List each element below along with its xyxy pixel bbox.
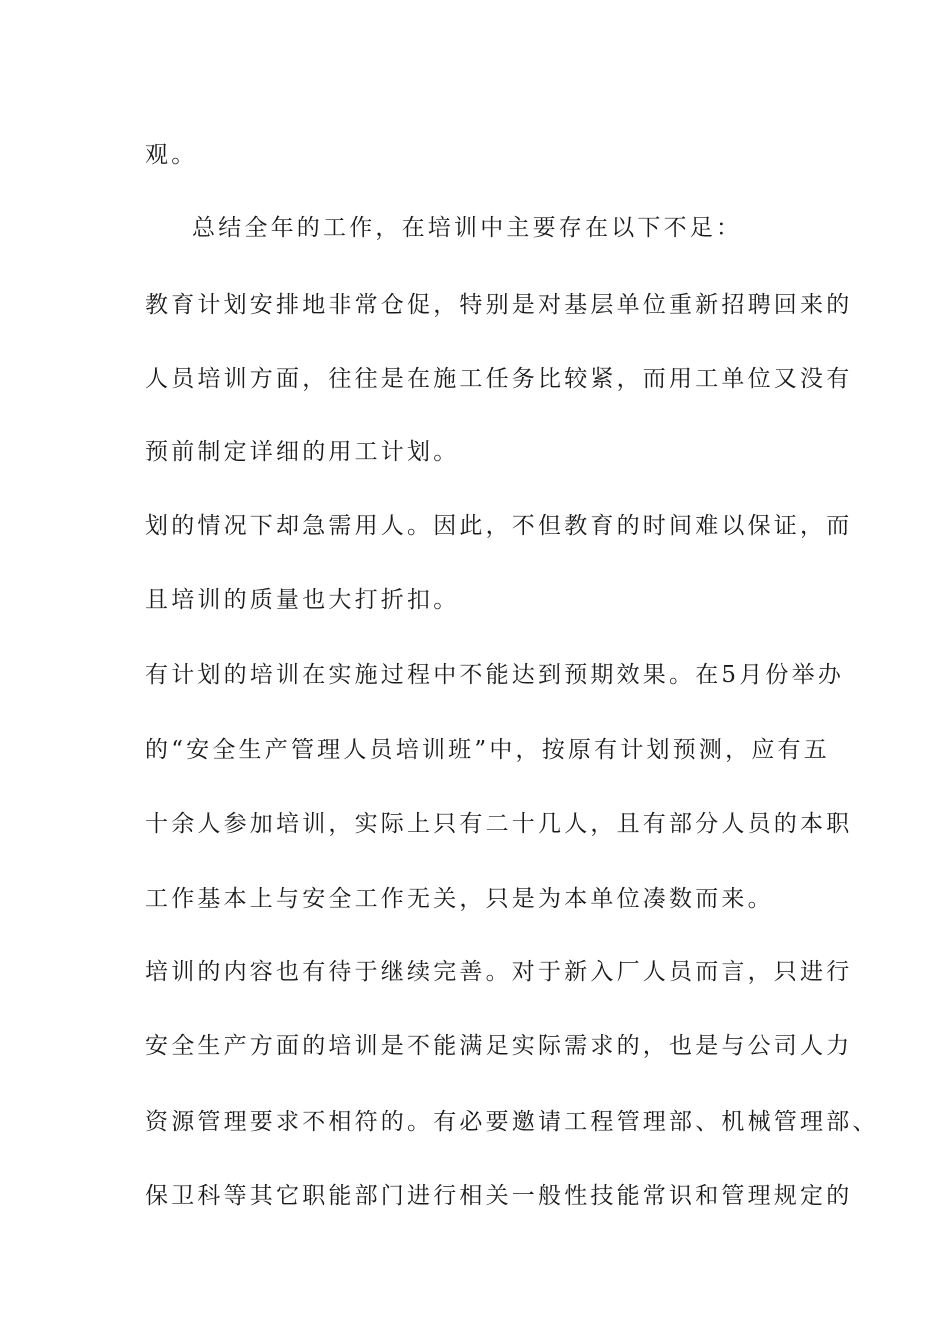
text-line: 十余人参加培训，实际上只有二十几人，且有部分人员的本职 [145, 811, 853, 837]
text-line: 预前制定详细的用工计划。 [145, 439, 460, 465]
text-line: 有计划的培训在实施过程中不能达到预期效果。在5月份举办 [145, 662, 845, 688]
text-line: 教育计划安排地非常仓促，特别是对基层单位重新招聘回来的 [145, 292, 853, 318]
text-line: 观。 [145, 142, 198, 168]
text-line: 培训的内容也有待于继续完善。对于新入厂人员而言，只进行 [145, 959, 853, 985]
text-line: 人员培训方面，往往是在施工任务比较紧，而用工单位又没有 [145, 366, 853, 392]
text-line: 资源管理要求不相符的。有必要邀请工程管理部、机械管理部、 [145, 1109, 879, 1135]
text-line: 安全生产方面的培训是不能满足实际需求的，也是与公司人力 [145, 1033, 853, 1059]
text-line: 工作基本上与安全工作无关，只是为本单位凑数而来。 [145, 886, 774, 912]
text-line: 总结全年的工作，在培训中主要存在以下不足： [192, 215, 743, 241]
text-line: 的“安全生产管理人员培训班”中，按原有计划预测，应有五 [145, 737, 830, 763]
text-line: 保卫科等其它职能部门进行相关一般性技能常识和管理规定的 [145, 1183, 853, 1209]
text-line: 且培训的质量也大打折扣。 [145, 587, 460, 613]
text-line: 划的情况下却急需用人。因此，不但教育的时间难以保证，而 [145, 513, 853, 539]
